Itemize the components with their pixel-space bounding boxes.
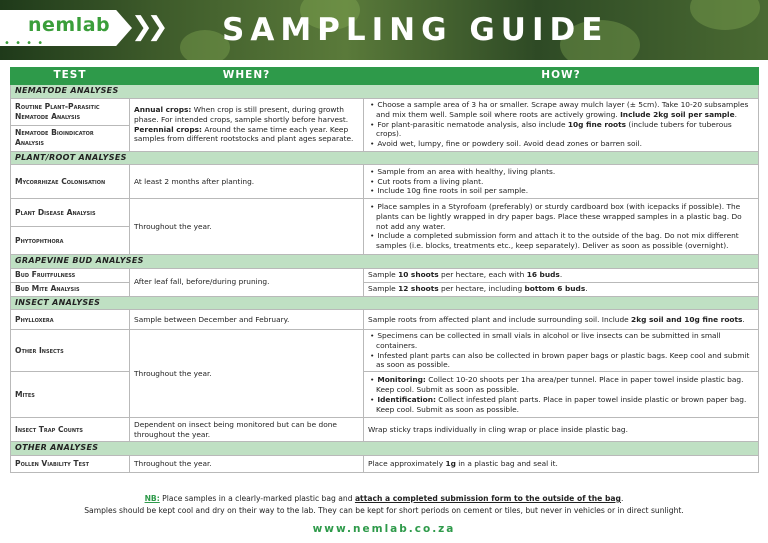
how-text: Collect 10-20 shoots per 1ha area/per tunnel. Place in paper towel inside plastic bag. Keep cool. Submit as soon as possible. (376, 375, 744, 394)
section-row (11, 442, 759, 456)
how-text: per hectare, including (438, 284, 525, 294)
section-other: OTHER ANALYSES (11, 442, 759, 456)
how-text: in a plastic bag and seal it. (455, 458, 558, 468)
how-bold: bottom 6 buds (524, 284, 586, 294)
leaf-decoration (690, 0, 760, 30)
how-text: . (559, 270, 563, 280)
table-row (11, 310, 759, 330)
table-header (11, 68, 759, 85)
table-row (11, 199, 759, 227)
when-plant-disease: Throughout the year. (130, 199, 364, 255)
test-insect-trap: Insect Trap Counts (11, 418, 130, 442)
table-row (11, 372, 759, 418)
how-text: For plant-parasitic nematode analysis, also include (377, 119, 568, 129)
list-item (368, 120, 754, 140)
how-bold: Include 2kg soil per sample (620, 109, 735, 119)
when-insect-trap: Dependent on insect being monitored but can be done throughout the year. (130, 418, 364, 442)
how-bud-fruitfulness (364, 268, 759, 282)
how-text: . (585, 284, 588, 294)
column-how: HOW? (364, 68, 759, 85)
table-row (11, 165, 759, 199)
list-item: • Include 10g fine roots in soil per sample. (368, 186, 754, 196)
test-bud-mite: Bud Mite Analysis (11, 282, 130, 296)
table-row (11, 330, 759, 372)
when-phylloxera: Sample between December and February. (130, 310, 364, 330)
test-mites: Mites (11, 372, 130, 418)
header-banner (0, 0, 768, 60)
how-mycorrhizae (364, 165, 759, 199)
table-row (11, 418, 759, 442)
list-item: • Infested plant parts can also be collected in brown paper bags or plastic bags. Keep cool and submit as soon as possible. (368, 351, 754, 371)
how-bold: 1g (445, 458, 456, 468)
chevron-right-icon: ❯❯ (131, 12, 163, 42)
column-when: WHEN? (130, 68, 364, 85)
list-item: • Specimens can be collected in small vials in alcohol or live insects can be submitted in small containers. (368, 331, 754, 351)
annual-label: Annual crops: (134, 105, 192, 115)
section-nematode: NEMATODE ANALYSES (11, 85, 759, 99)
logo-dots: • • • • (4, 38, 45, 49)
list-item: • Include a completed submission form and attach it to the outside of the bag. Do not mix different samples (i.e. blocks, treatments etc., keep separately). Deliver as soon as possible (overnight). (368, 231, 754, 251)
test-mycorrhizae: Mycorrhizae Colonisation (11, 165, 130, 199)
how-bold: 10 shoots (398, 270, 439, 280)
test-phytophthora: Phytophthora (11, 227, 130, 255)
when-grapevine: After leaf fall, before/during pruning. (130, 268, 364, 296)
section-grapevine: GRAPEVINE BUD ANALYSES (11, 255, 759, 269)
how-text: per hectare, each with (438, 270, 527, 280)
section-row (11, 85, 759, 99)
when-pollen: Throughout the year. (130, 455, 364, 472)
nb-bold: attach a completed submission form to the outside of the bag (354, 494, 621, 503)
nb-note (0, 494, 768, 503)
how-text: Sample roots from affected plant and include surrounding soil. Include (368, 314, 632, 324)
page-title: SAMPLING GUIDE (222, 12, 609, 48)
how-insect-trap: Wrap sticky traps individually in cling wrap or place inside plastic bag. (364, 418, 759, 442)
how-nematode (364, 98, 759, 151)
how-text: Choose a sample area of 3 ha or smaller. Scrape away mulch layer (± 5cm). Take 10-20 subsamples and mix them well. Sample soil where roots are actively growing. (376, 100, 749, 119)
monitoring-label: Monitoring: (377, 375, 426, 385)
how-pollen (364, 455, 759, 472)
how-bold: 10g fine roots (567, 119, 627, 129)
test-other-insects: Other Insects (11, 330, 130, 372)
section-plant: PLANT/ROOT ANALYSES (11, 151, 759, 165)
test-phylloxera: Phylloxera (11, 310, 130, 330)
table-row (11, 98, 759, 125)
list-item (368, 100, 754, 120)
list-item: • Place samples in a Styrofoam (preferably) or sturdy cardboard box (with icepacks if possible). The plants can be lightly wrapped in dry paper bags. Place these wrapped samples in a plastic bag. Do not add any water. (368, 202, 754, 231)
list-item (368, 375, 754, 395)
nb-text: Place samples in a clearly-marked plastic bag and (159, 494, 355, 503)
table-row (11, 455, 759, 472)
perennial-label: Perennial crops: (134, 124, 202, 134)
how-mites (364, 372, 759, 418)
test-bud-fruitfulness: Bud Fruitfulness (11, 268, 130, 282)
when-other-insects: Throughout the year. (130, 330, 364, 418)
how-text: Sample (368, 270, 399, 280)
when-mycorrhizae: At least 2 months after planting. (130, 165, 364, 199)
how-text: (include tubers for tuberous crops). (376, 119, 732, 139)
test-nematode-bioindicator: Nematode Bioindicator Analysis (11, 125, 130, 151)
nemlab-logo[interactable]: nemlab (28, 14, 111, 36)
how-text: . (742, 314, 745, 324)
how-text: . (734, 109, 737, 119)
sampling-table (10, 67, 759, 473)
how-bold: 16 buds (526, 270, 560, 280)
how-text: Collect infested plant parts. Place in paper towel inside plastic or brown paper bag. Keep cool. Submit as soon as possible. (376, 394, 747, 414)
list-item: • Cut roots from a living plant. (368, 177, 754, 187)
how-text: Sample (368, 284, 399, 294)
how-bold: 2kg soil and 10g fine roots (631, 314, 743, 324)
website-link[interactable]: www.nemlab.co.za (312, 523, 456, 535)
section-insect: INSECT ANALYSES (11, 296, 759, 310)
how-bud-mite (364, 282, 759, 296)
section-row (11, 255, 759, 269)
list-item: • Sample from an area with healthy, living plants. (368, 167, 754, 177)
how-text: Place approximately (368, 458, 446, 468)
nb-end: . (620, 494, 624, 503)
storage-note: Samples should be kept cool and dry on their way to the lab. They can be kept for short periods on cement or tiles, but never in vehicles or in direct sunlight. (84, 506, 684, 515)
table-row (11, 282, 759, 296)
list-item: • Avoid wet, lumpy, fine or powdery soil. Avoid dead zones or barren soil. (368, 139, 754, 149)
column-test: TEST (11, 68, 130, 85)
table-row (11, 268, 759, 282)
annual-text: When crop is still present, during growth phase. For intended crops, sample shortly before harvest. (134, 105, 349, 124)
test-routine-nematode: Routine Plant-Parasitic Nematode Analysis (11, 98, 130, 125)
how-other-insects (364, 330, 759, 372)
section-row (11, 151, 759, 165)
when-nematode (130, 98, 364, 151)
how-phylloxera (364, 310, 759, 330)
test-pollen: Pollen Viability Test (11, 455, 130, 472)
identification-label: Identification: (377, 394, 436, 404)
test-plant-disease: Plant Disease Analysis (11, 199, 130, 227)
nb-label: NB: (144, 494, 160, 503)
section-row (11, 296, 759, 310)
list-item (368, 395, 754, 415)
how-plant-disease (364, 199, 759, 255)
perennial-text: Around the same time each year. Keep samples from different rootstocks and plant ages separate. (134, 124, 354, 144)
how-bold: 12 shoots (398, 284, 439, 294)
